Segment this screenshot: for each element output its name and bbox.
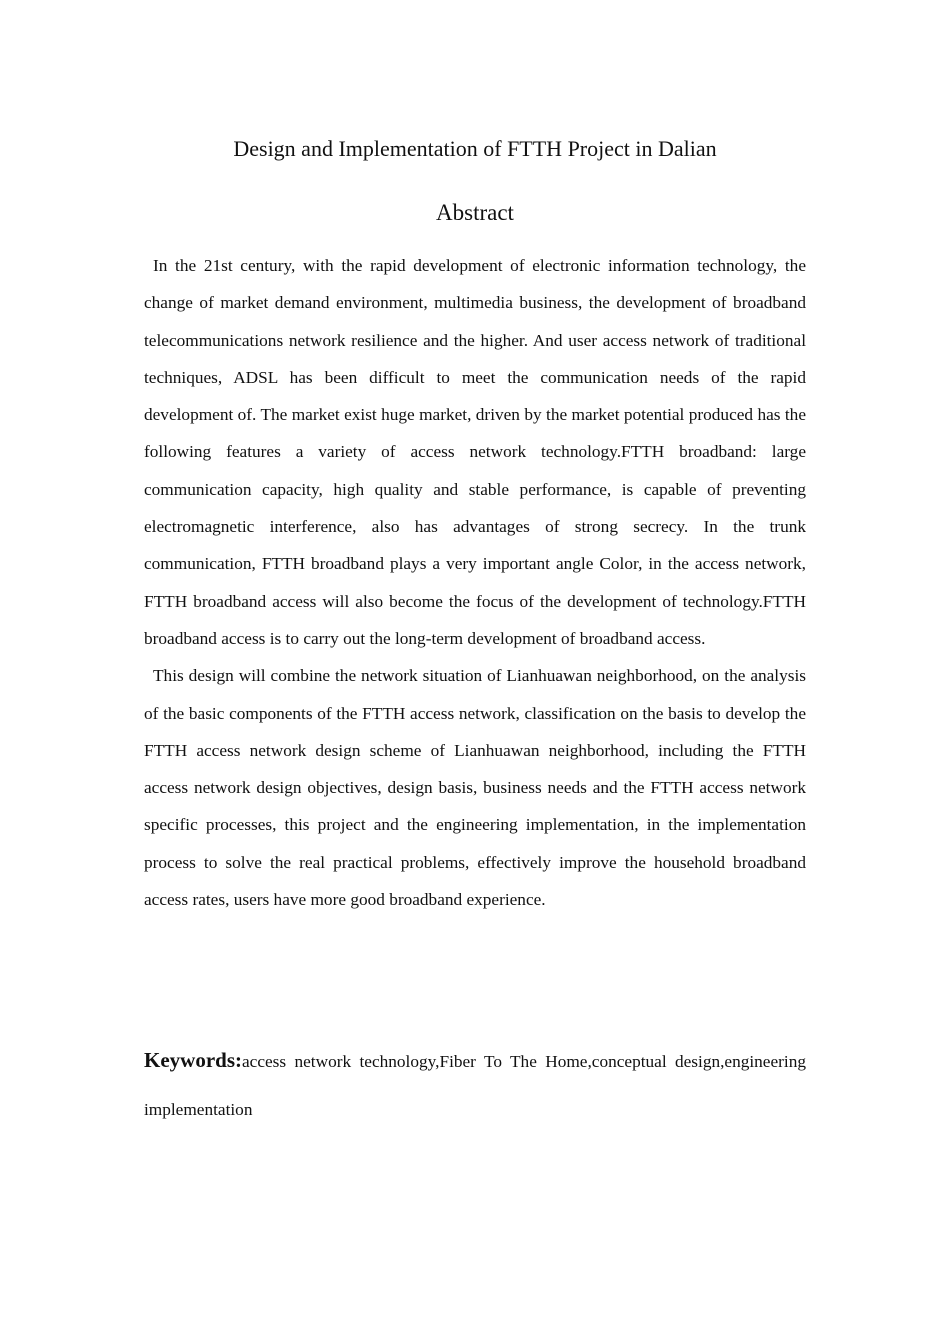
abstract-body — [144, 247, 806, 918]
abstract-heading: Abstract — [436, 200, 514, 225]
keywords-line — [144, 1036, 806, 1134]
abstract-paragraph-2: This design will combine the network situation of Lianhuawan neighborhood, on the analysis of the basic components of the FTTH access network, classification on the basis to develop the FTTH access network design scheme of Lianhuawan neighborhood, including the FTTH access network design objectives, design basis, business needs and the FTTH access network specific processes, this project and the engineering implementation, in the implementation process to solve the real practical problems, effectively improve the household broadband access rates, users have more good broadband experience. — [144, 666, 806, 910]
keywords-text: access network technology,Fiber To The Home,conceptual design,engineering implementation — [144, 1052, 806, 1119]
keywords-label: Keywords: — [144, 1048, 242, 1072]
document-title: Design and Implementation of FTTH Project in Dalian — [233, 136, 717, 161]
abstract-paragraph-1: In the 21st century, with the rapid development of electronic information technology, the change of market demand environment, multimedia business, the development of broadband telecommunications network resilience and the higher. And user access network of traditional techniques, ADSL has been difficult to meet the communication needs of the rapid development of. The market exist huge market, driven by the market potential produced has the following features a variety of access network technology.FTTH broadband: large communication capacity, high quality and stable performance, is capable of preventing electromagnetic interference, also has advantages of strong secrecy. In the trunk communication, FTTH broadband plays a very important angle Color, in the access network, FTTH broadband access will also become the focus of the development of technology.FTTH broadband access is to carry out the long-term development of broadband access. — [144, 256, 806, 648]
